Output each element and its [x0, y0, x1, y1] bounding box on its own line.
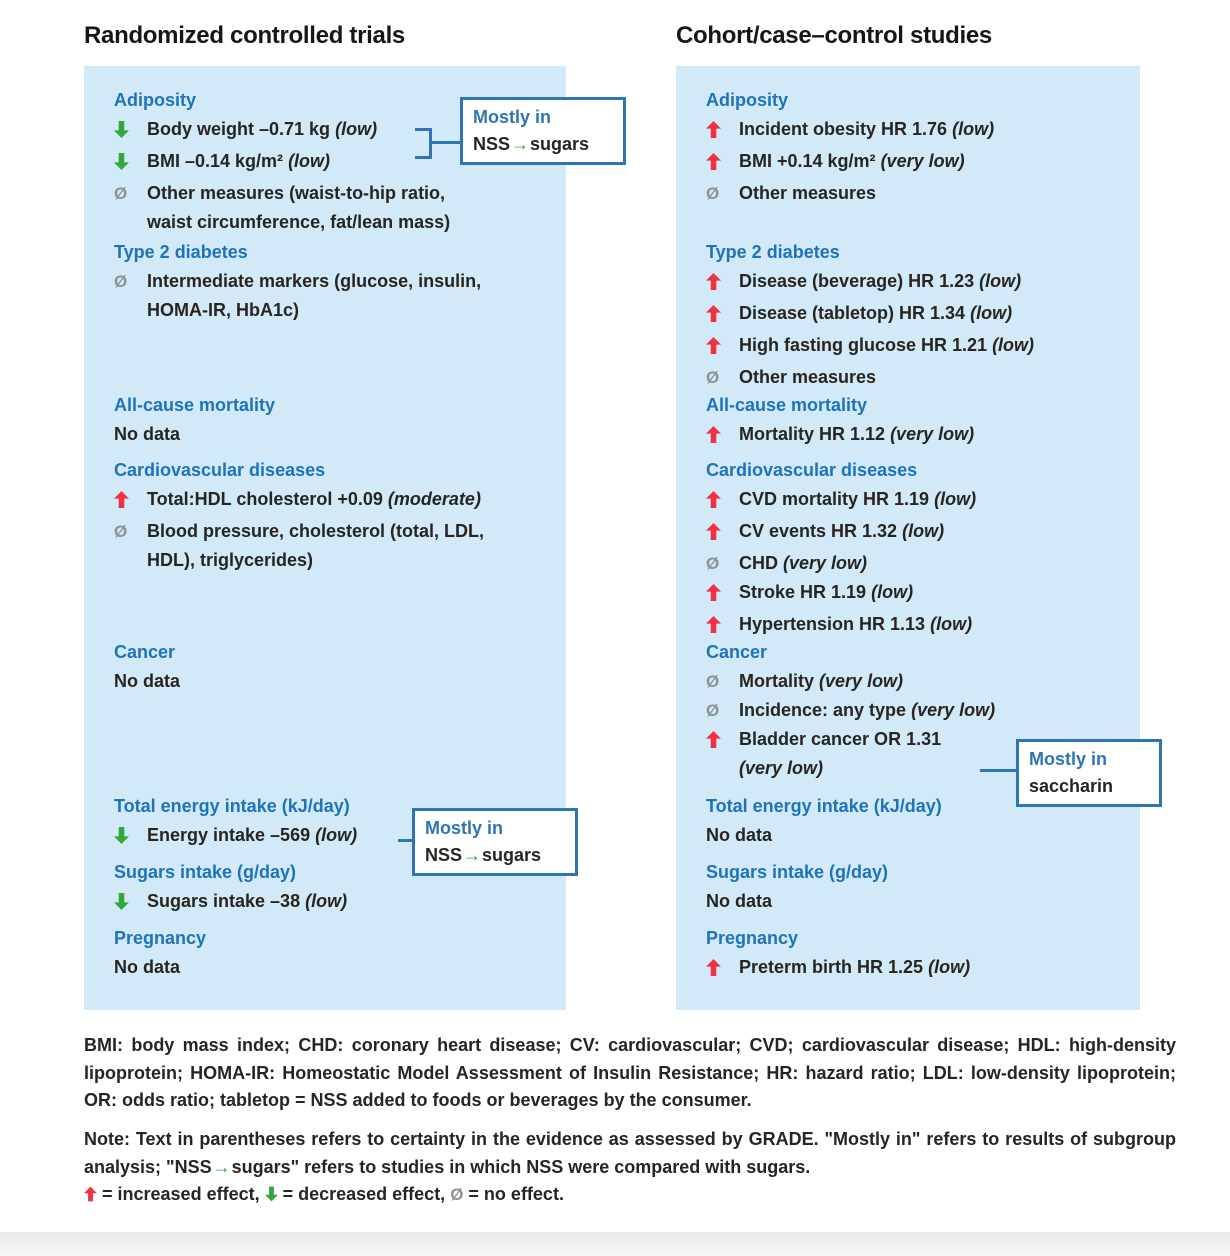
increase-arrow-icon: [706, 617, 721, 637]
section-pregnancy: [114, 924, 554, 982]
no-effect-icon: Ø: [450, 1185, 464, 1204]
finding-row: [114, 485, 554, 517]
finding-text: BMI +0.14 kg/m² (very low): [739, 151, 965, 171]
callout-detail: NSS→sugars: [473, 134, 590, 154]
finding-text: Energy intake –569 (low): [147, 825, 358, 845]
page-edge-strip: [0, 1232, 1230, 1256]
finding-text: Disease (beverage) HR 1.23 (low): [739, 271, 1022, 291]
finding-text: Disease (tabletop) HR 1.34 (low): [739, 303, 1013, 323]
callout-detail: saccharin: [1029, 776, 1114, 796]
section-cancer: [114, 638, 554, 696]
finding-text: Other measures (waist-to-hip ratio, waist circumference, fat/lean mass): [147, 183, 451, 232]
finding-row: [706, 363, 1128, 392]
finding-text: Sugars intake –38 (low): [147, 891, 348, 911]
finding-row: [706, 667, 1128, 696]
section-type2-diabetes: [114, 238, 554, 325]
right-arrow-icon: →: [463, 845, 482, 865]
finding-row: [706, 953, 1128, 985]
section-heading: Type 2 diabetes: [706, 242, 840, 262]
no-effect-icon: Ø: [706, 554, 720, 573]
finding-text: Mortality (very low): [739, 671, 904, 691]
finding-row: [706, 887, 1128, 916]
increase-arrow-icon: [706, 306, 721, 326]
finding-text: Other measures: [739, 183, 877, 203]
callout-nss-sugars-bottom: [412, 808, 578, 876]
connector-line: [980, 769, 1016, 772]
decrease-arrow-icon: [265, 1184, 278, 1204]
finding-row: [114, 517, 554, 575]
section-adiposity: [706, 86, 1128, 208]
section-cardiovascular: [114, 456, 554, 575]
finding-row: [706, 420, 1128, 452]
note-text: Note: Text in parentheses refers to certainty in the evidence as assessed by GRADE. "Mostly in" refers to results of subgroup analysis; "NSS→sugars" refers to studies in which NSS were compared with sugars.: [84, 1129, 1176, 1177]
increase-arrow-icon: [706, 122, 721, 142]
finding-row: [114, 953, 554, 982]
no-effect-icon: Ø: [114, 272, 128, 291]
finding-row: [114, 887, 554, 919]
increase-arrow-icon: [706, 274, 721, 294]
callout-nss-sugars-top: [460, 97, 626, 165]
increase-arrow-icon: [706, 585, 721, 605]
finding-text: Hypertension HR 1.13 (low): [739, 614, 973, 634]
section-sugars-intake: [706, 858, 1128, 916]
callout-detail: NSS→sugars: [425, 845, 542, 865]
finding-text: No data: [114, 671, 181, 691]
section-heading: Cardiovascular diseases: [114, 460, 326, 480]
column-title-rct: Randomized controlled trials: [84, 22, 405, 49]
increase-arrow-icon: [706, 492, 721, 512]
section-heading: Pregnancy: [706, 928, 799, 948]
no-effect-icon: Ø: [706, 672, 720, 691]
finding-row: [114, 267, 554, 325]
figure-note: [84, 1126, 1176, 1209]
callout-saccharin: [1016, 739, 1162, 807]
finding-text: Incidence: any type (very low): [739, 700, 996, 720]
finding-text: Stroke HR 1.19 (low): [739, 582, 914, 602]
finding-row: [114, 667, 554, 696]
increase-arrow-icon: [114, 492, 129, 512]
finding-row: [706, 147, 1128, 179]
finding-text: No data: [706, 825, 773, 845]
no-effect-icon: Ø: [114, 522, 128, 541]
section-all-cause-mortality: [114, 391, 554, 449]
no-effect-icon: Ø: [706, 368, 720, 387]
no-effect-icon: Ø: [114, 184, 128, 203]
section-cardiovascular: [706, 456, 1128, 642]
finding-text: Blood pressure, cholesterol (total, LDL, HDL), triglycerides): [147, 521, 485, 570]
finding-row: [706, 517, 1128, 549]
finding-text: High fasting glucose HR 1.21 (low): [739, 335, 1035, 355]
finding-text: Body weight –0.71 kg (low): [147, 119, 378, 139]
no-effect-icon: Ø: [706, 701, 720, 720]
increase-arrow-icon: [706, 338, 721, 358]
finding-row: [706, 115, 1128, 147]
section-heading: Total energy intake (kJ/day): [706, 796, 942, 816]
finding-text: Preterm birth HR 1.25 (low): [739, 957, 971, 977]
section-heading: Type 2 diabetes: [114, 242, 248, 262]
finding-text: Intermediate markers (glucose, insulin, HOMA-IR, HbA1c): [147, 271, 482, 320]
finding-row: [706, 485, 1128, 517]
increase-arrow-icon: [706, 960, 721, 980]
finding-row: [706, 267, 1128, 299]
section-heading: Cancer: [114, 642, 176, 662]
finding-text: Total:HDL cholesterol +0.09 (moderate): [147, 489, 481, 509]
section-heading: Total energy intake (kJ/day): [114, 796, 350, 816]
increase-arrow-icon: [706, 524, 721, 544]
finding-text: Bladder cancer OR 1.31 (very low): [739, 729, 942, 778]
increase-arrow-icon: [706, 154, 721, 174]
callout-label: Mostly in: [425, 818, 504, 838]
finding-text: BMI –0.14 kg/m² (low): [147, 151, 331, 171]
section-heading: All-cause mortality: [706, 395, 868, 415]
connector-line: [398, 839, 412, 842]
legend: = increased effect, = decreased effect, Ø = no effect.: [84, 1181, 1176, 1209]
increase-arrow-icon: [706, 732, 721, 752]
section-pregnancy: [706, 924, 1128, 985]
finding-row: [706, 331, 1128, 363]
section-heading: Pregnancy: [114, 928, 207, 948]
connector-line: [432, 141, 460, 144]
finding-text: Other measures: [739, 367, 877, 387]
increase-arrow-icon: [84, 1184, 97, 1204]
abbreviations-footnote: BMI: body mass index; CHD: coronary heart disease; CV: cardiovascular; CVD; cardiovascular disease; HDL: high-density lipoprotein; HOMA-IR: Homeostatic Model Assessment of Insulin Resistance; HR: hazard ratio; LDL: low-density lipoprotein; OR: odds ratio; tabletop = NSS added to foods or beverages by the consumer.: [84, 1035, 1176, 1110]
callout-label: Mostly in: [1029, 749, 1108, 769]
decrease-arrow-icon: [114, 828, 129, 848]
decrease-arrow-icon: [114, 122, 129, 142]
decrease-arrow-icon: [114, 154, 129, 174]
section-all-cause-mortality: [706, 391, 1128, 452]
no-effect-icon: Ø: [706, 184, 720, 203]
callout-label: Mostly in: [473, 107, 552, 127]
finding-row: [706, 299, 1128, 331]
section-heading: All-cause mortality: [114, 395, 276, 415]
finding-text: CVD mortality HR 1.19 (low): [739, 489, 977, 509]
finding-row: [706, 578, 1128, 610]
finding-row: [114, 420, 554, 449]
cohort-panel: [676, 66, 1140, 1010]
increase-arrow-icon: [706, 427, 721, 447]
right-arrow-icon: →: [212, 1156, 231, 1177]
finding-text: CHD (very low): [739, 553, 868, 573]
finding-row: [706, 549, 1128, 578]
finding-text: Incident obesity HR 1.76 (low): [739, 119, 995, 139]
finding-row: [706, 696, 1128, 725]
decrease-arrow-icon: [114, 894, 129, 914]
section-heading: Adiposity: [114, 90, 197, 110]
finding-text: No data: [706, 891, 773, 911]
right-arrow-icon: →: [511, 134, 530, 154]
finding-text: Mortality HR 1.12 (very low): [739, 424, 975, 444]
finding-row: [706, 821, 1128, 850]
section-heading: Sugars intake (g/day): [114, 862, 297, 882]
finding-text: No data: [114, 957, 181, 977]
section-heading: Adiposity: [706, 90, 789, 110]
finding-row: [114, 179, 554, 237]
section-heading: Cardiovascular diseases: [706, 460, 918, 480]
finding-text: No data: [114, 424, 181, 444]
finding-text: CV events HR 1.32 (low): [739, 521, 945, 541]
column-title-cohort: Cohort/case–control studies: [676, 22, 992, 49]
section-type2-diabetes: [706, 238, 1128, 392]
section-heading: Sugars intake (g/day): [706, 862, 889, 882]
finding-row: [706, 179, 1128, 208]
section-heading: Cancer: [706, 642, 768, 662]
